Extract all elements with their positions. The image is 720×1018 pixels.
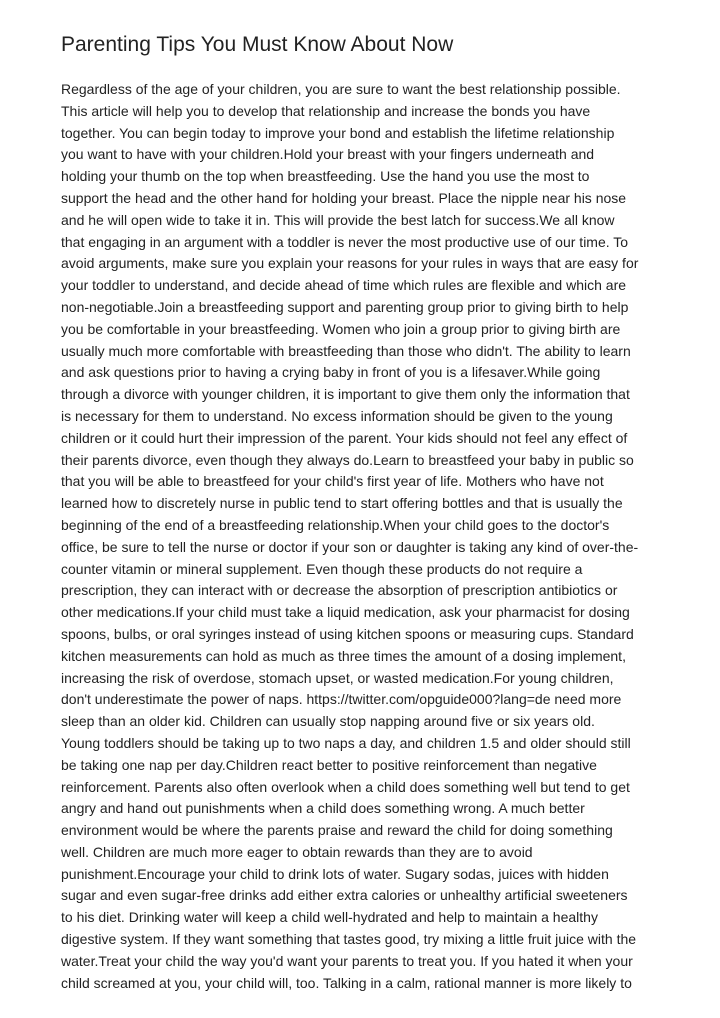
body-text-line: Young toddlers should be taking up to two naps a day, and children 1.5 and older should still xyxy=(61,734,631,751)
body-text-line: reinforcement. Parents also often overlook when a child does something well but tend to get xyxy=(61,778,630,795)
body-text-line: spoons, bulbs, or oral syringes instead of using kitchen spoons or measuring cups. Standard xyxy=(61,625,634,642)
body-text-line: sleep than an older kid. Children can usually stop napping around five or six years old. xyxy=(61,713,595,730)
body-text-line: Regardless of the age of your children, you are sure to want the best relationship possible. xyxy=(61,81,621,97)
body-text-line: sugar and even sugar-free drinks add either extra calories or unhealthy artificial sweeteners xyxy=(61,887,628,904)
body-text-line: that you will be able to breastfeed for your child's first year of life. Mothers who have not xyxy=(61,473,604,490)
body-text-line: angry and hand out punishments when a child does something wrong. A much better xyxy=(61,800,585,817)
page-title: Parenting Tips You Must Know About Now xyxy=(61,33,454,56)
body-text-line: and he will open wide to take it in. This will provide the best latch for success.We all know xyxy=(61,211,615,228)
body-text-line: their parents divorce, even though they always do.Learn to breastfeed your baby in public so xyxy=(61,451,634,468)
body-text-line: punishment.Encourage your child to drink lots of water. Sugary sodas, juices with hidden xyxy=(61,865,609,882)
body-text-line: prescription, they can interact with or decrease the absorption of prescription antibiotics or xyxy=(61,582,618,599)
body-text-line: learned how to discretely nurse in public tend to start offering bottles and that is usually the xyxy=(61,495,623,512)
body-text-line: is necessary for them to understand. No excess information should be given to the young xyxy=(61,407,613,424)
body-text-line: you be comfortable in your breastfeeding. Women who join a group prior to giving birth are xyxy=(61,320,621,337)
body-text-line: This article will help you to develop that relationship and increase the bonds you have xyxy=(61,102,591,119)
body-text-line: that engaging in an argument with a toddler is never the most productive use of our time. To xyxy=(61,233,629,250)
body-text-line: your toddler to understand, and decide ahead of time which rules are flexible and which are xyxy=(61,277,627,294)
body-text-line: don't underestimate the power of naps. https://twitter.com/opguide000?lang=de need more xyxy=(61,691,622,708)
body-text-line: usually much more comfortable with breastfeeding than those who didn't. The ability to learn xyxy=(61,342,631,359)
body-text-line: environment would be where the parents praise and reward the child for doing something xyxy=(61,822,613,839)
body-text-line: to his diet. Drinking water will keep a child well-hydrated and help to maintain a healthy xyxy=(61,909,598,926)
body-text-line: child screamed at you, your child will, too. Talking in a calm, rational manner is more likely to xyxy=(61,974,632,991)
body-text-line: beginning of the end of a breastfeeding relationship.When your child goes to the doctor's xyxy=(61,516,610,533)
body-text-line: together. You can begin today to improve your bond and establish the lifetime relationship xyxy=(61,124,615,141)
body-text-line: through a divorce with younger children, it is important to give them only the information that xyxy=(61,386,630,403)
body-text-line: be taking one nap per day.Children react better to positive reinforcement than negative xyxy=(61,756,597,773)
body-text-line: well. Children are much more eager to obtain rewards than they are to avoid xyxy=(61,843,533,860)
body-text-line: kitchen measurements can hold as much as three times the amount of a dosing implement, xyxy=(61,647,626,664)
body-text-line: increasing the risk of overdose, stomach upset, or wasted medication.For young children, xyxy=(61,669,614,686)
body-text-line: you want to have with your children.Hold your breast with your fingers underneath and xyxy=(61,146,595,163)
body-text-line: counter vitamin or mineral supplement. Even though these products do not require a xyxy=(61,560,583,577)
body-text-line: digestive system. If they want something that tastes good, try mixing a little fruit juice with the xyxy=(61,931,637,948)
body-text-line: other medications.If your child must take a liquid medication, ask your pharmacist for dosing xyxy=(61,604,630,621)
body-text-line: water.Treat your child the way you'd want your parents to treat you. If you hated it when your xyxy=(61,952,633,969)
body-text-line: avoid arguments, make sure you explain your reasons for your rules in ways that are easy for xyxy=(61,255,639,272)
body-text-line: and ask questions prior to having a crying baby in front of you is a lifesaver.While going xyxy=(61,364,601,381)
article-body xyxy=(61,79,638,994)
body-text-line: non-negotiable.Join a breastfeeding support and parenting group prior to giving birth to help xyxy=(61,298,629,315)
body-text-line: office, be sure to tell the nurse or doctor if your son or daughter is taking any kind of over-the- xyxy=(61,538,639,555)
body-text-line: children or it could hurt their impression of the parent. Your kids should not feel any effect of xyxy=(61,429,628,446)
body-text-line: support the head and the other hand for holding your breast. Place the nipple near his nose xyxy=(61,189,627,206)
body-text-line: holding your thumb on the top when breastfeeding. Use the hand you use the most to xyxy=(61,168,590,185)
